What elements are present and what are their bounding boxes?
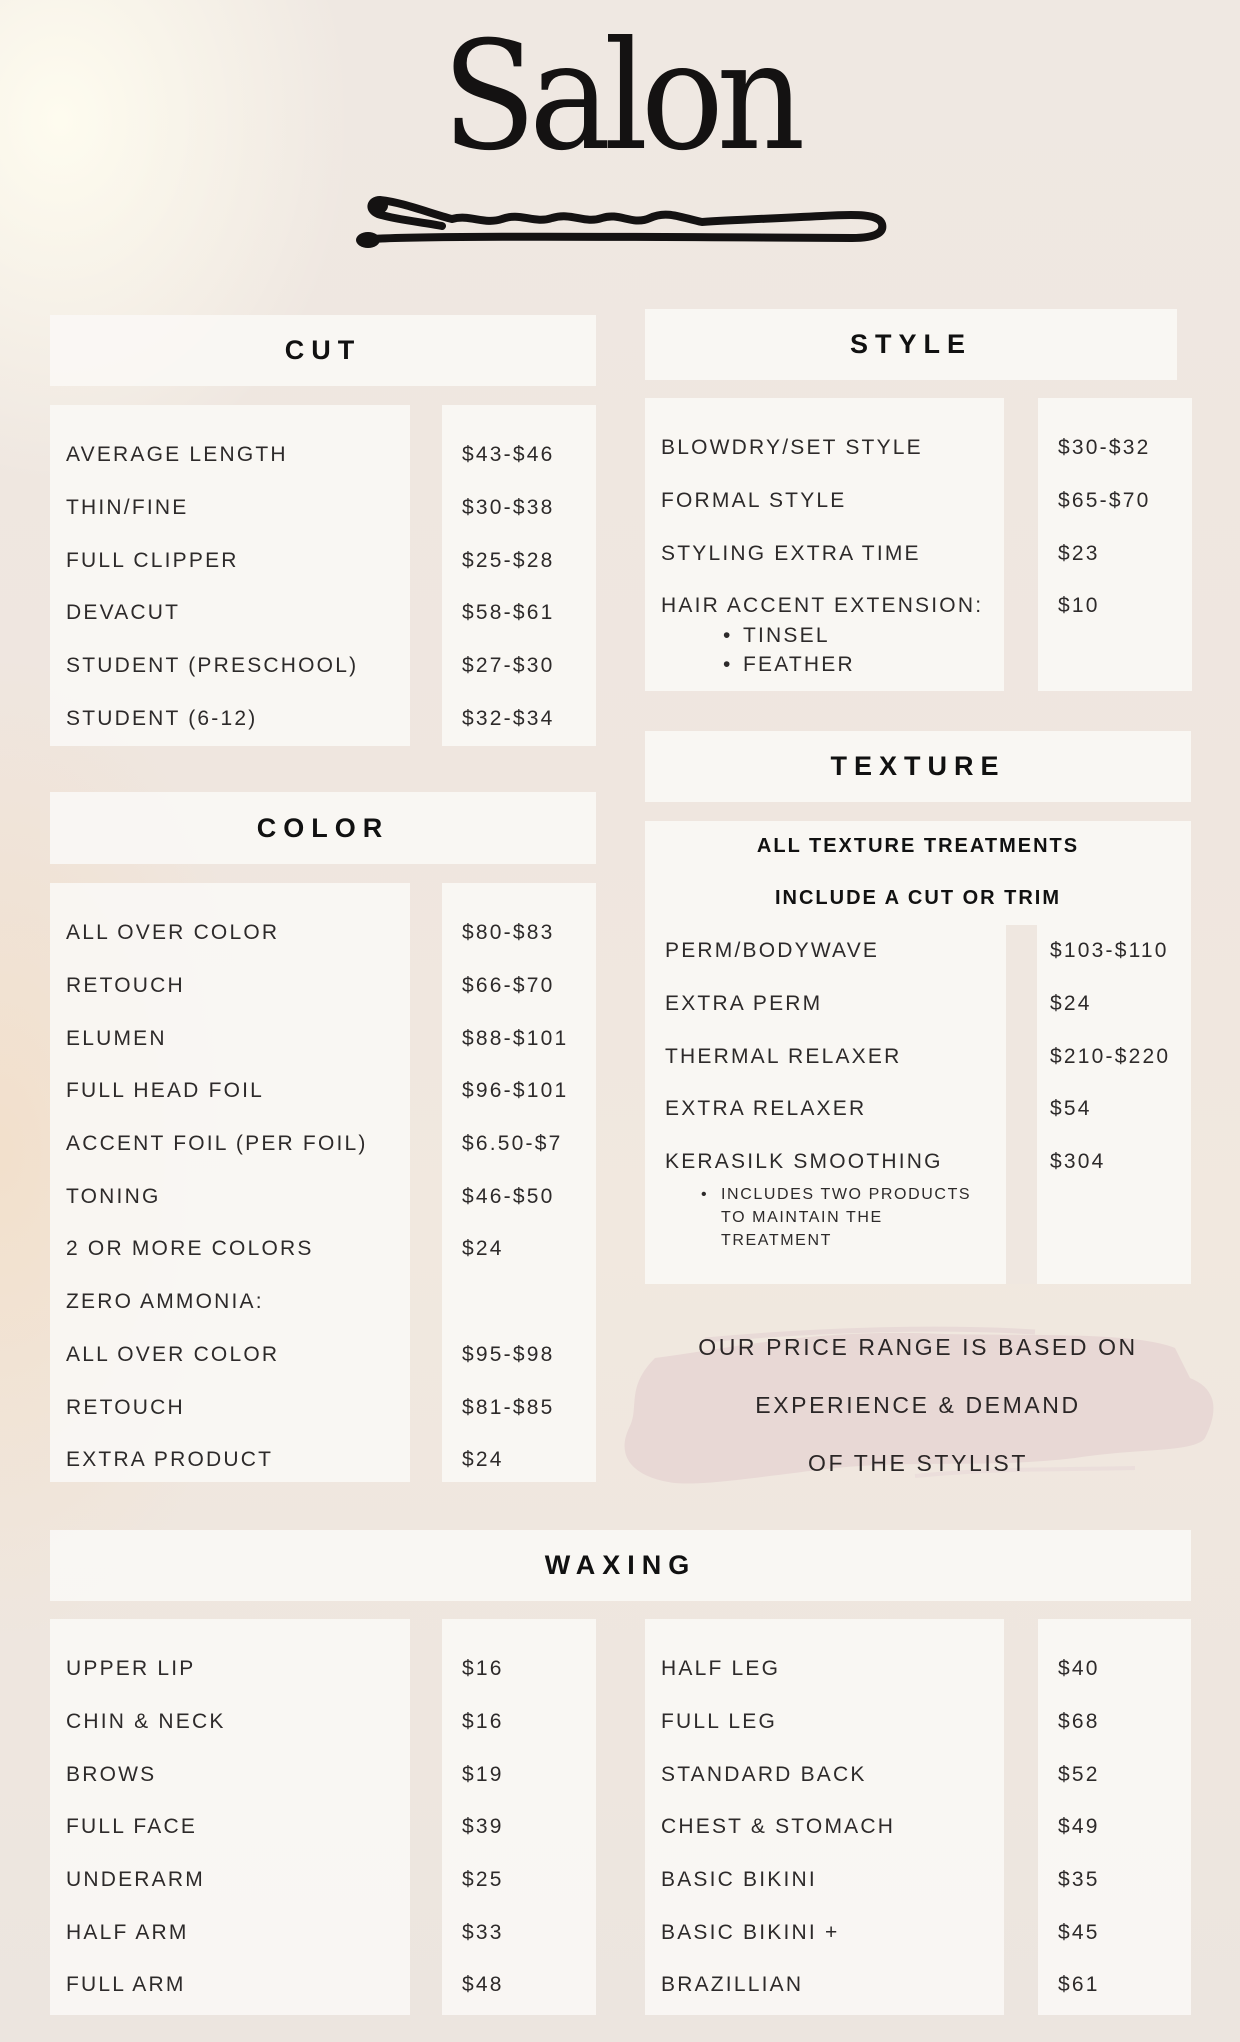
waxing-price: $33	[462, 1920, 504, 1944]
texture-price: $103-$110	[1050, 939, 1169, 963]
waxing-price: $52	[1058, 1762, 1100, 1786]
bobby-pin-icon	[352, 192, 892, 258]
page-title: Salon	[441, 10, 799, 184]
waxing-price: $39	[462, 1815, 504, 1839]
cut-price: $30-$38	[462, 496, 555, 520]
color-item: ALL OVER COLOR	[66, 1342, 280, 1366]
waxing-item: FULL ARM	[66, 1973, 186, 1997]
style-item: FORMAL STYLE	[661, 489, 847, 513]
texture-item: EXTRA PERM	[665, 992, 823, 1016]
waxing-item: FULL LEG	[661, 1710, 778, 1734]
pricing-note-line3: OF THE STYLIST	[807, 1450, 1028, 1476]
texture-price: $24	[1050, 992, 1092, 1016]
waxing-item: BASIC BIKINI +	[661, 1920, 840, 1944]
color-price: $6.50-$7	[462, 1132, 563, 1156]
color-price: $46-$50	[462, 1184, 555, 1208]
color-item: ACCENT FOIL (PER FOIL)	[66, 1132, 368, 1156]
color-price: $24	[462, 1237, 504, 1261]
texture-price: $54	[1050, 1097, 1092, 1121]
option-feather: • FEATHER	[723, 650, 1004, 679]
waxing-right-services-box	[645, 1619, 1004, 2015]
style-prices-box	[1038, 398, 1192, 691]
texture-price: $304	[1050, 1150, 1106, 1174]
color-price: $96-$101	[462, 1079, 569, 1103]
style-price: $23	[1058, 541, 1100, 565]
waxing-heading: WAXING	[50, 1530, 1191, 1601]
texture-box	[645, 821, 1191, 1284]
texture-item: THERMAL RELAXER	[665, 1044, 902, 1068]
waxing-price: $49	[1058, 1815, 1100, 1839]
cut-price: $27-$30	[462, 654, 555, 678]
color-item: ELUMEN	[66, 1026, 167, 1050]
cut-services-box	[50, 405, 410, 746]
waxing-item: BROWS	[66, 1762, 157, 1786]
cut-item: AVERAGE LENGTH	[66, 443, 288, 467]
style-item: HAIR ACCENT EXTENSION:	[661, 594, 984, 618]
waxing-item: CHIN & NECK	[66, 1710, 226, 1734]
color-item: ALL OVER COLOR	[66, 921, 280, 945]
texture-heading: TEXTURE	[645, 731, 1191, 802]
waxing-price: $16	[462, 1657, 504, 1681]
cut-item: DEVACUT	[66, 601, 181, 625]
waxing-left-prices-box	[442, 1619, 596, 2015]
color-subheading: ZERO AMMONIA:	[66, 1290, 264, 1314]
waxing-price: $35	[1058, 1868, 1100, 1892]
color-item: FULL HEAD FOIL	[66, 1079, 265, 1103]
color-price: $24	[462, 1448, 504, 1472]
waxing-item: FULL FACE	[66, 1815, 198, 1839]
pricing-note-line1: OUR PRICE RANGE IS BASED ON	[698, 1334, 1138, 1360]
texture-item: EXTRA RELAXER	[665, 1097, 867, 1121]
option-tinsel: • TINSEL	[723, 621, 1004, 650]
color-heading: COLOR	[50, 792, 596, 864]
color-item: EXTRA PRODUCT	[66, 1448, 274, 1472]
waxing-item: STANDARD BACK	[661, 1762, 867, 1786]
style-item: STYLING EXTRA TIME	[661, 541, 921, 565]
waxing-item: CHEST & STOMACH	[661, 1815, 896, 1839]
cut-item: STUDENT (PRESCHOOL)	[66, 654, 359, 678]
waxing-price: $19	[462, 1762, 504, 1786]
kerasilk-detail: • INCLUDES TWO PRODUCTS TO MAINTAIN THE TREATMENT	[701, 1183, 991, 1252]
cut-item: STUDENT (6-12)	[66, 706, 258, 730]
color-services-box	[50, 883, 410, 1482]
cut-price: $43-$46	[462, 443, 555, 467]
waxing-price: $40	[1058, 1657, 1100, 1681]
texture-note-line2: INCLUDE A CUT OR TRIM	[774, 887, 1062, 909]
cut-item: FULL CLIPPER	[66, 548, 239, 572]
waxing-price: $25	[462, 1868, 504, 1892]
waxing-item: HALF LEG	[661, 1657, 781, 1681]
color-item: TONING	[66, 1184, 161, 1208]
waxing-left-services-box	[50, 1619, 410, 2015]
waxing-price: $68	[1058, 1710, 1100, 1734]
cut-price: $58-$61	[462, 601, 555, 625]
waxing-right-prices-box	[1038, 1619, 1191, 2015]
waxing-price: $61	[1058, 1973, 1100, 1997]
pricing-note-line2: EXPERIENCE & DEMAND	[755, 1392, 1081, 1418]
hair-accent-options	[723, 621, 1004, 679]
waxing-item: HALF ARM	[66, 1920, 189, 1944]
waxing-item: UPPER LIP	[66, 1657, 196, 1681]
color-item: 2 OR MORE COLORS	[66, 1237, 314, 1261]
waxing-price: $48	[462, 1973, 504, 1997]
style-price: $10	[1058, 594, 1100, 618]
texture-divider	[1006, 925, 1037, 1284]
cut-item: THIN/FINE	[66, 496, 189, 520]
color-price	[462, 1276, 596, 1329]
waxing-item: BRAZILLIAN	[661, 1973, 804, 1997]
texture-price: $210-$220	[1050, 1044, 1171, 1068]
color-item: RETOUCH	[66, 974, 185, 998]
color-price: $88-$101	[462, 1026, 569, 1050]
waxing-price: $45	[1058, 1920, 1100, 1944]
color-price: $81-$85	[462, 1395, 555, 1419]
texture-item: PERM/BODYWAVE	[665, 939, 880, 963]
color-price: $80-$83	[462, 921, 555, 945]
color-prices-box	[442, 883, 596, 1482]
style-price: $65-$70	[1058, 489, 1151, 513]
style-services-box	[645, 398, 1004, 691]
texture-note-line1: ALL TEXTURE TREATMENTS	[756, 835, 1080, 857]
color-price: $95-$98	[462, 1342, 555, 1366]
cut-heading: CUT	[50, 315, 596, 386]
waxing-item: BASIC BIKINI	[661, 1868, 817, 1892]
style-heading: STYLE	[645, 309, 1177, 380]
texture-item: KERASILK SMOOTHING	[665, 1150, 943, 1174]
waxing-price: $16	[462, 1710, 504, 1734]
cut-price: $25-$28	[462, 548, 555, 572]
kerasilk-details	[701, 1183, 991, 1252]
color-item: RETOUCH	[66, 1395, 185, 1419]
cut-prices-box	[442, 405, 596, 746]
style-price: $30-$32	[1058, 436, 1151, 460]
color-price: $66-$70	[462, 974, 555, 998]
cut-price: $32-$34	[462, 706, 555, 730]
waxing-item: UNDERARM	[66, 1868, 205, 1892]
style-item: BLOWDRY/SET STYLE	[661, 436, 923, 460]
